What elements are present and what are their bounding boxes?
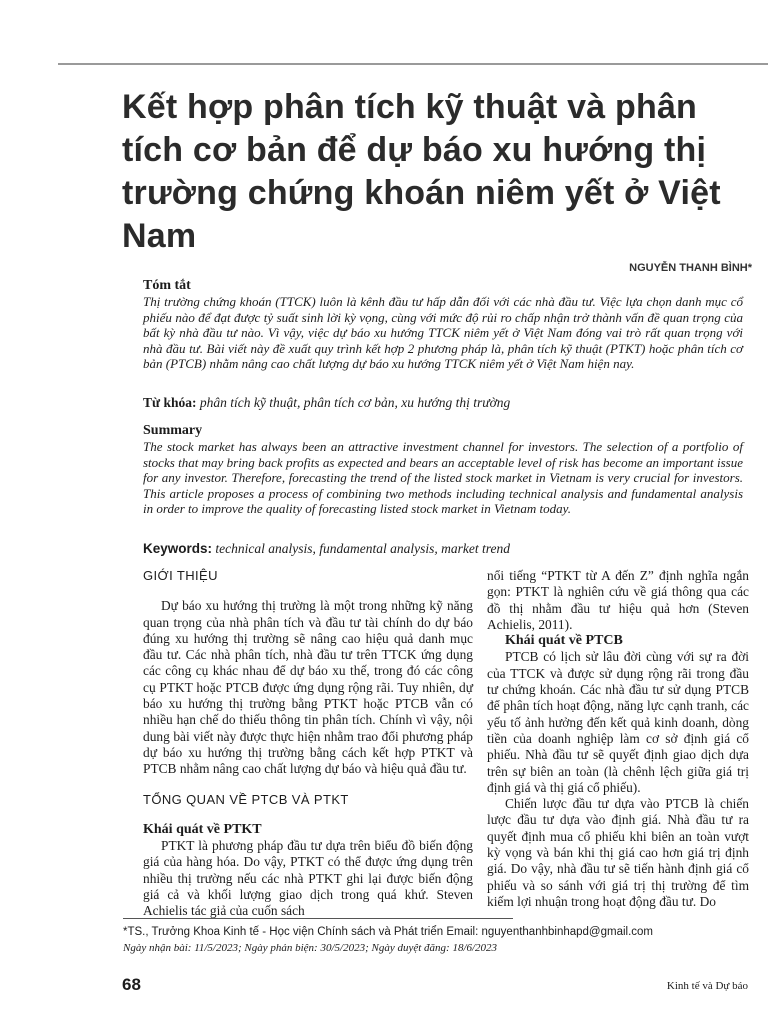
ptkt-paragraph: PTKT là phương pháp đầu tư dựa trên biểu đồ biến động giá của hàng hóa. Do vậy, PTKT có thể được ứng dụng trên nhiều thị trường nếu các nhà PTKT ghi lại được biến động giá cả và khối lượng giao dịch trong quá khứ. Steven Achielis tác giả của cuốn sách [143,838,473,919]
ptcb-heading: Khái quát về PTCB [505,633,623,649]
article-title: Kết hợp phân tích kỹ thuật và phân tích cơ bản để dự báo xu hướng thị trường chứng khoán niêm yết ở Việt Nam [122,88,721,255]
keywords-en-label: Keywords: [143,541,213,556]
footnote [123,924,753,956]
keywords-en-text: technical analysis, fundamental analysis, market trend [215,541,510,556]
abstract-en-body: The stock market has always been an attractive investment channel for investors. The selection of a portfolio of stocks that may bring back profits as expected and bears an acceptable level of risk has become an important issue for any investor. Therefore, forecasting the trend of the listed stock market in Vietnam is very crucial for investors. This article proposes a process of combining two methods including technical analysis and fundamental analysis in order to improve the quality of forecasting listed stock market in Vietnam today. [143,439,743,516]
right-continuation: nổi tiếng “PTKT từ A đến Z” định nghĩa ngắn gọn: PTKT là nghiên cứu về giá thông qua các đồ thị nhằm đầu tư hiệu quả hơn (Steven Achielis, 2011). [487,568,749,632]
intro-heading: GIỚI THIỆU [143,568,218,583]
footnote-affiliation: *TS., Trưởng Khoa Kinh tế - Học viện Chính sách và Phát triển Email: nguyenthanhbinhapd@gmail.com [123,926,653,938]
intro-paragraph: Dự báo xu hướng thị trường là một trong những kỹ năng quan trọng của nhà phân tích và đầu tư tài chính do dự báo đúng xu hướng thị trường sẽ nâng cao hiệu quả danh mục đầu tư. Các nhà phân tích, nhà đầu tư trên TTCK ứng dụng các công cụ khác nhau để dự báo xu thế, trong đó các công cụ PTKT hoặc PTCB được ứng dụng rộng rãi. Tuy nhiên, dự báo xu hướng thị trường bằng PTKT hoặc PTCB vẫn có nhiều hạn chế do thiếu thông tin phân tích. Chính vì vậy, nội dung bài viết này được thực hiện nhằm trao đổi phương pháp dự báo xu hướng thị trường bằng cách kết hợp PTKT và PTCB nhằm nâng cao chất lượng dự báo và hiệu quả đầu tư. [143,598,473,777]
abstract-vi-heading: Tóm tắt [143,278,191,293]
ptkt-heading: Khái quát về PTKT [143,821,262,837]
abstract-vi [143,278,743,372]
top-rule [58,63,768,65]
page-number: 68 [122,975,141,994]
journal-name: Kinh tế và Dự báo [666,980,748,992]
author-name: NGUYỄN THANH BÌNH* [629,262,752,274]
overview-heading: TỔNG QUAN VỀ PTCB VÀ PTKT [143,791,349,807]
keywords-vi-label: Từ khóa: [143,395,197,410]
abstract-vi-body: Thị trường chứng khoán (TTCK) luôn là kênh đầu tư hấp dẫn đối với các nhà đầu tư. Việc lựa chọn danh mục cổ phiếu nào để đạt được tỷ suất sinh lời kỳ vọng, cùng với mức độ rủi ro chấp nhận trở thành vấn đề quan trọng của bất kỳ nhà đầu tư nào. Vì vậy, việc dự báo xu hướng TTCK niêm yết ở Việt Nam đóng vai trò rất quan trọng với nhà đầu tư. Bài viết này đề xuất quy trình kết hợp 2 phương pháp là, phân tích kỹ thuật (PTKT) hoặc phân tích cơ bản (PTCB) nhằm nâng cao chất lượng dự báo xu hướng TTCK niêm yết ở Việt Nam hiện nay. [143,294,743,371]
keywords-en [143,541,743,557]
footnote-dates: Ngày nhận bài: 11/5/2023; Ngày phản biện: 30/5/2023; Ngày duyệt đăng: 18/6/2023 [123,942,498,954]
abstract-en [143,423,743,517]
right-column [487,568,749,910]
ptcb-paragraph-1: PTCB có lịch sử lâu đời cùng với sự ra đời của TTCK và được sử dụng rộng rãi trong đầu tư chứng khoán. Các nhà đầu tư sử dụng PTCB để phân tích hoạt động, năng lực cạnh tranh, các yếu tố ảnh hưởng đến kết quả kinh doanh, dòng tiền của doanh nghiệp làm cơ sở định giá cổ phiếu. Nhà đầu tư sẽ quyết định giao dịch dựa trên sự biên an toàn (là chênh lệch giữa giá trị định giá và thị giá cổ phiếu). [487,649,749,795]
keywords-vi-text: phân tích kỹ thuật, phân tích cơ bản, xu hướng thị trường [199,395,511,410]
ptcb-paragraph-2: Chiến lược đầu tư dựa vào PTCB là chiến lược đầu tư dựa vào định giá. Nhà đầu tư ra quyết định mua cổ phiếu khi biên an toàn vượt kỳ vọng và bán khi thị giá cao hơn giá trị định giá. Do vậy, nhà đầu tư sẽ tiến hành định giá cổ phiếu và so sánh với giá trị thị trường để tìm kiếm lợi nhuận trong hoạt động đầu tư. Do [487,796,749,909]
keywords-vi [143,395,743,411]
left-column [143,568,473,920]
footnote-rule [123,918,513,919]
abstract-en-heading: Summary [143,423,203,438]
